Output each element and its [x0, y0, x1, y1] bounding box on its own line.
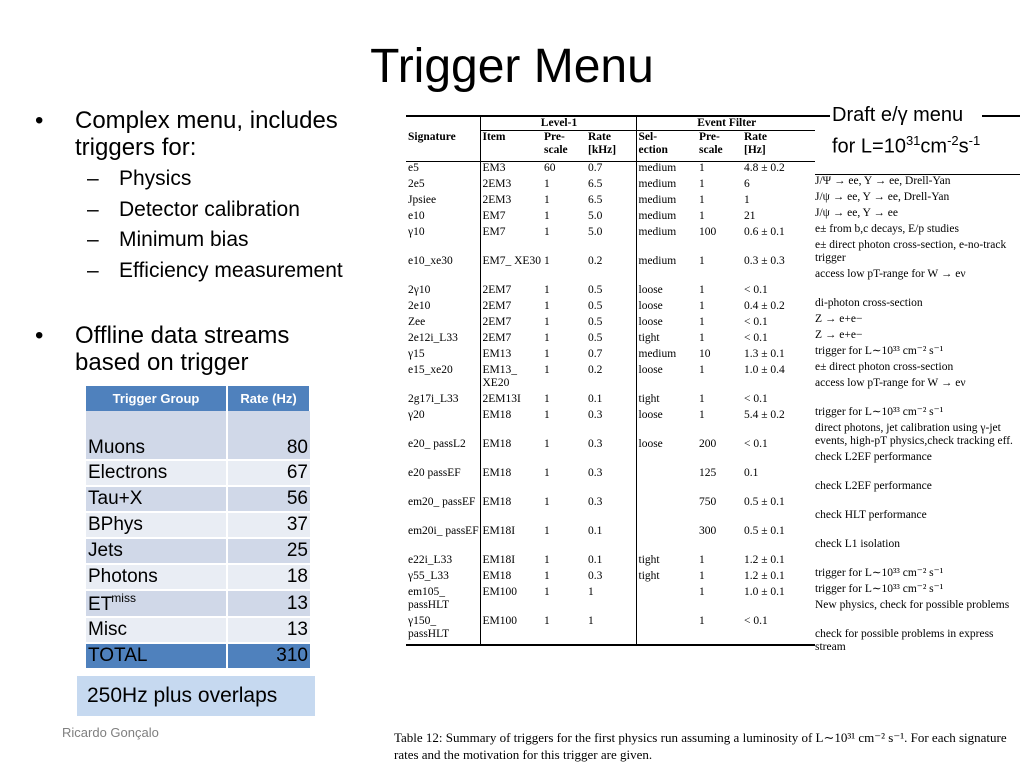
table-row: 2e10 2EM7 1 0.5 loose 1 0.4 ± 0.2 [406, 300, 815, 316]
column-header-rate: Rate (Hz) [227, 386, 310, 411]
bullet-text: Complex menu, includes [75, 107, 338, 134]
table-row: Jets 25 [86, 538, 310, 564]
table-row: e20_ passL2 EM18 1 0.3 loose 200 < 0.1 [406, 438, 815, 467]
motivation-cell: check HLT performance [815, 509, 927, 521]
motivation-cell: J/ψ → ee, Y → ee [815, 207, 898, 219]
table-row: $ET^{miss}$ 13 [88, 591, 308, 615]
bullet-dot: • [35, 107, 44, 134]
table-row: γ20 EM18 1 0.3 loose 1 5.4 ± 0.2 [406, 409, 815, 438]
group-header-level1: Level-1 [480, 116, 636, 131]
table-row: em105_ passHLT EM100 1 1 1 1.0 ± 0.1 [406, 586, 815, 615]
table-row: Zee 2EM7 1 0.5 loose 1 < 0.1 [406, 316, 815, 332]
bullet-complex-menu [35, 107, 338, 161]
motivation-cell: e± from b,c decays, E/p studies [815, 223, 959, 235]
draft-menu-label: Draft e/γ menu for $L=10^{31}cm^{-2}s^{-1}$ [832, 104, 981, 158]
author-footer: Ricardo Gonçalo [62, 725, 159, 740]
table-row: Electrons 67 [86, 460, 310, 486]
column-header-selection: Sel- ection [636, 131, 697, 162]
motivation-cell: J/Ψ → ee, Y → ee, Drell-Yan [815, 175, 951, 187]
overlap-note: 250Hz plus overlaps [77, 676, 315, 716]
table-row: BPhys 37 [86, 512, 310, 538]
motivation-cell: check L2EF performance [815, 480, 932, 492]
sub-bullet-efficiency: – Efficiency measurement [87, 259, 343, 282]
table-row: em20_ passEF EM18 1 0.3 750 0.5 ± 0.1 [406, 496, 815, 525]
column-header-item: Item [480, 131, 542, 162]
motivation-cell: New physics, check for possible problems [815, 599, 1010, 611]
sub-bullet-detector-calibration: – Detector calibration [87, 198, 300, 221]
motivation-cell: access low pT-range for W → eν [815, 268, 966, 280]
table-row: e20 passEF EM18 1 0.3 125 0.1 [406, 467, 815, 496]
table-row: γ150_ passHLT EM100 1 1 1 < 0.1 [406, 615, 815, 645]
column-header-ef-prescale: Pre- scale [697, 131, 742, 162]
motivation-cell: e± direct photon cross-section [815, 361, 954, 373]
table-row: e10 EM7 1 5.0 medium 1 21 [406, 210, 815, 226]
sub-bullet-physics: – Physics [87, 167, 192, 190]
motivation-cell: direct photons, jet calibration using γ-jet events, high-pT physics,check tracking eff. [815, 422, 1013, 447]
table-row: 2g17i_L33 2EM13I 1 0.1 tight 1 < 0.1 [406, 393, 815, 409]
table-row: 2e12i_L33 2EM7 1 0.5 tight 1 < 0.1 [406, 332, 815, 348]
table-caption: Table 12: Summary of triggers for the first physics run assuming a luminosity of L∼10³¹ cm⁻² s⁻¹. For each signature rates and the motivation for this trigger are given. [394, 730, 1007, 762]
trigger-rate-table [86, 386, 311, 670]
motivation-cell: trigger for L∼10³³ cm⁻² s⁻¹ [815, 345, 944, 357]
trigger-summary-table [406, 115, 815, 715]
motivation-cell: di-photon cross-section [815, 297, 923, 309]
column-header-l1-prescale: Pre- scale [542, 131, 586, 162]
table-row: Misc 13 [86, 617, 310, 643]
table-row: e15_xe20 EM13_ XE20 1 0.2 loose 1 1.0 ± 0.4 [406, 364, 815, 393]
bullet-text: Offline data streams [75, 322, 290, 349]
table-row: em20i_ passEF EM18I 1 0.1 300 0.5 ± 0.1 [406, 525, 815, 554]
sub-bullet-minimum-bias: – Minimum bias [87, 228, 249, 251]
table-total-row: TOTAL 310 [86, 643, 310, 669]
table-row: Jpsiee 2EM3 1 6.5 medium 1 1 [406, 194, 815, 210]
table-row: γ15 EM13 1 0.7 medium 10 1.3 ± 0.1 [406, 348, 815, 364]
table-row: γ55_L33 EM18 1 0.3 tight 1 1.2 ± 0.1 [406, 570, 815, 586]
bullet-text-cont: based on trigger [75, 349, 249, 376]
bullet-text-cont: triggers for: [75, 134, 197, 161]
table-row: 2γ10 2EM7 1 0.5 loose 1 < 0.1 [406, 284, 815, 300]
motivation-cell: check for possible problems in express stream [815, 628, 994, 653]
motivation-cell: check L2EF performance [815, 451, 932, 463]
column-header-ef-rate: Rate [Hz] [742, 131, 815, 162]
motivation-column [815, 115, 1020, 657]
motivation-cell: e± direct photon cross-section, e-no-track trigger [815, 239, 1007, 264]
bullet-dot: • [35, 322, 44, 349]
motivation-cell: check L1 isolation [815, 538, 900, 550]
motivation-cell: access low pT-range for W → eν [815, 377, 966, 389]
table-row: γ10 EM7 1 5.0 medium 100 0.6 ± 0.1 [406, 226, 815, 255]
table-row: Photons 18 [86, 564, 310, 590]
motivation-cell: J/ψ → ee, Y → ee, Drell-Yan [815, 191, 950, 203]
column-header-l1-rate: Rate [kHz] [586, 131, 636, 162]
motivation-cell: trigger for L∼10³³ cm⁻² s⁻¹ [815, 406, 944, 418]
column-header-trigger-group: Trigger Group [86, 386, 227, 411]
motivation-cell: Z → e+e− [815, 313, 863, 325]
table-row: e22i_L33 EM18I 1 0.1 tight 1 1.2 ± 0.1 [406, 554, 815, 570]
slide-title: Trigger Menu [370, 40, 654, 93]
table-row: Tau+X 56 [86, 486, 310, 512]
table-row: 2e5 2EM3 1 6.5 medium 1 6 [406, 178, 815, 194]
motivation-cell: trigger for L∼10³³ cm⁻² s⁻¹ [815, 583, 944, 595]
bullet-offline-streams [35, 322, 290, 376]
table-header-row [86, 386, 310, 411]
table-row: e5 EM3 60 0.7 medium 1 4.8 ± 0.2 [406, 162, 815, 179]
motivation-cell: trigger for L∼10³³ cm⁻² s⁻¹ [815, 567, 944, 579]
table-row: e10_xe30 EM7_ XE30 1 0.2 medium 1 0.3 ± 0.3 [406, 255, 815, 284]
column-header-signature: Signature [406, 131, 480, 162]
motivation-cell: Z → e+e− [815, 329, 863, 341]
group-header-event-filter: Event Filter [636, 116, 815, 131]
table-row: Muons 80 [86, 411, 310, 460]
